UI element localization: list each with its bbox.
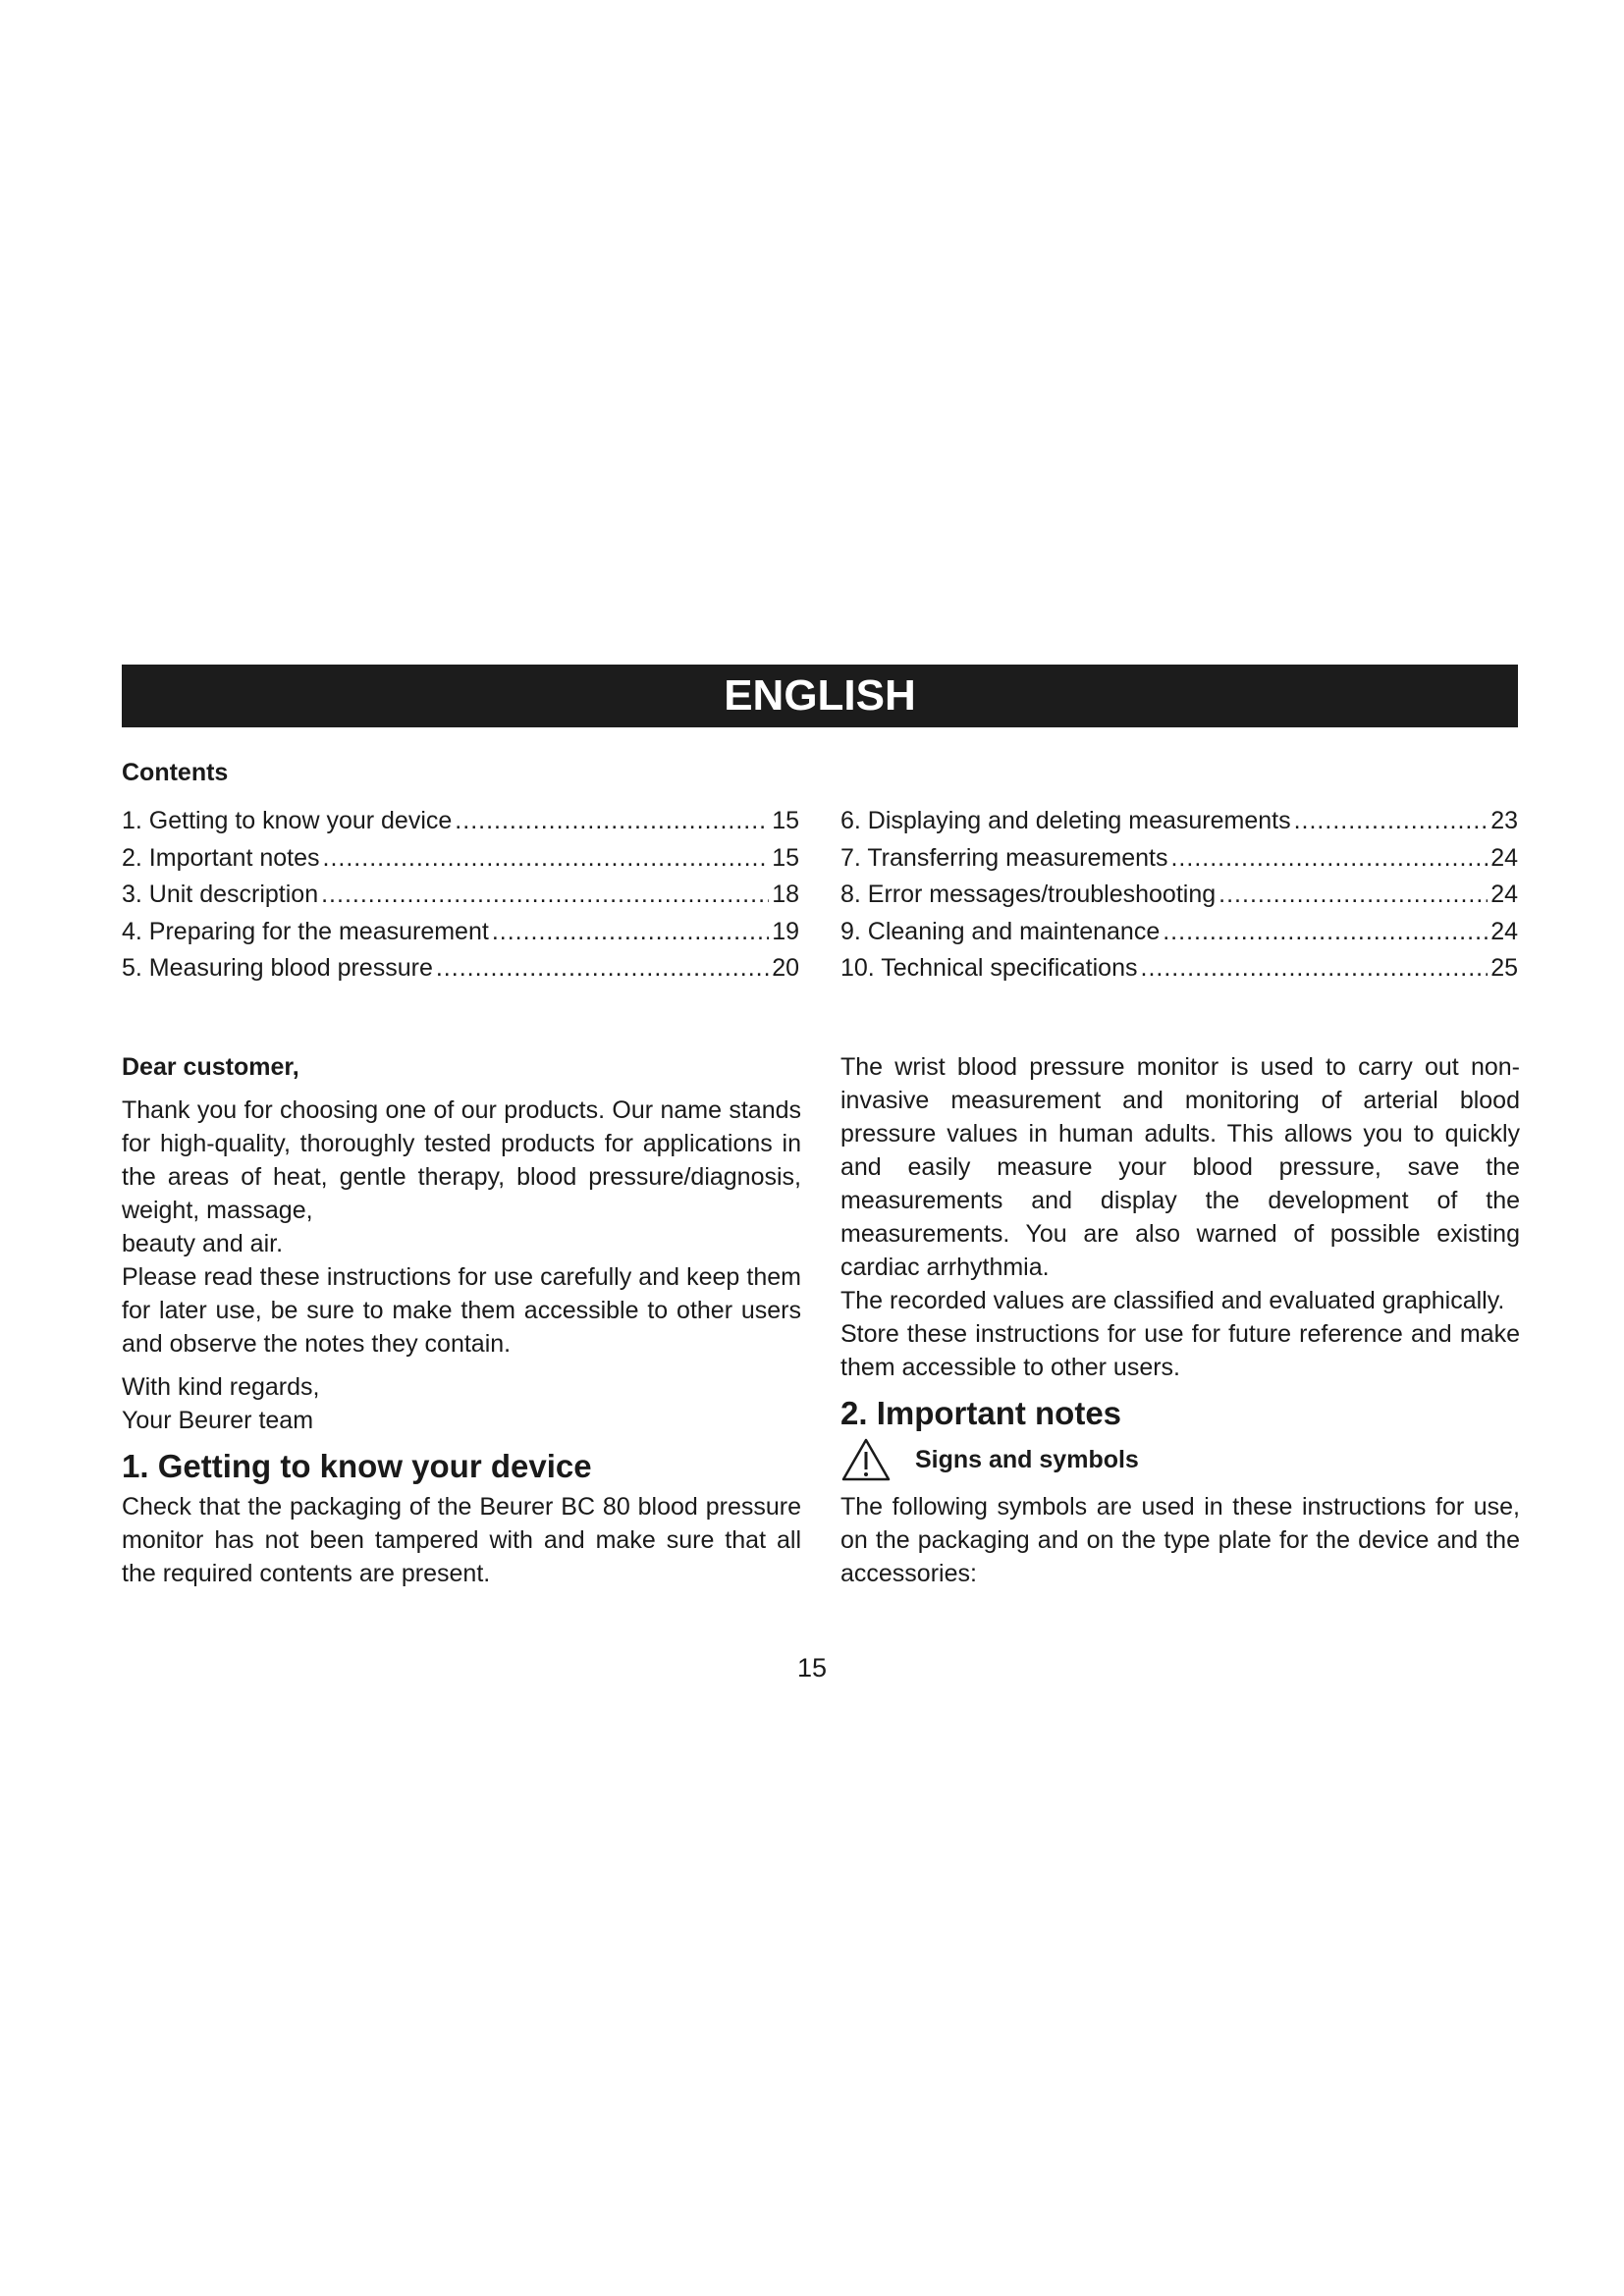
intro-paragraph: Thank you for choosing one of our products. Our name stands for high-quality, thoroughly tested products for applications in the areas of heat, gentle therapy, blood pressure/diagnosis, weight, massage, [122,1096,801,1224]
instructions-paragraph: Please read these instructions for use carefully and keep them for later use, be sure to make them accessible to other users and observe the notes they contain. [122,1263,801,1358]
toc-label: 6. Displaying and deleting measurements [840,807,1291,834]
greeting: Dear customer, [122,1053,299,1081]
evaluation-paragraph: The recorded values are classified and evaluated graphically. [840,1287,1505,1314]
toc-leader [1294,803,1489,840]
toc-page: 24 [1490,881,1518,908]
toc-page: 24 [1490,843,1518,872]
toc-label: 10. Technical specifications [840,954,1138,982]
toc-label: 7. Transferring measurements [840,843,1168,872]
toc-label: 1. Getting to know your device [122,807,453,834]
spacer [122,1084,801,1094]
toc-leader [1170,840,1488,878]
toc-leader [455,803,769,840]
toc-entry[interactable] [840,840,1518,878]
regards-line: With kind regards, [122,1373,320,1401]
toc-leader [321,877,769,914]
purpose-paragraph: The wrist blood pressure monitor is used to carry out non-invasive measurement and monitoring of arterial blood pressure values in human adults. This allows you to quickly and easily measure your blood pressure, save the measurements and display the development of the measurements. You are also warned of possible existing cardiac arrhythmia. [840,1053,1520,1281]
toc-page: 15 [772,843,799,872]
toc-left [122,803,799,988]
toc-leader [492,914,769,951]
toc-page: 19 [772,917,799,945]
toc-page: 18 [772,881,799,908]
toc-page: 24 [1490,917,1518,945]
toc-leader [1163,914,1488,951]
toc-entry[interactable] [122,803,799,840]
contents-title: Contents [122,759,229,786]
toc-label: 5. Measuring blood pressure [122,954,433,982]
right-column [840,1050,1520,1590]
signs-subheading [840,1437,1520,1482]
page-number: 15 [796,1653,828,1682]
toc-leader [1141,950,1489,988]
toc-label: 4. Preparing for the measurement [122,917,489,945]
toc-page: 15 [772,807,799,834]
toc-leader [436,950,769,988]
section-heading-2: 2. Important notes [840,1395,1122,1431]
language-banner: ENGLISH [122,665,1518,727]
toc-leader [1218,877,1488,914]
toc-label: 3. Unit description [122,881,319,908]
section-1-paragraph: Check that the packaging of the Beurer BC 80 blood pressure monitor has not been tampered with and make sure that all the required contents are present. [122,1493,801,1587]
toc-right [840,803,1518,988]
toc-entry[interactable] [840,877,1518,914]
toc-label: 2. Important notes [122,843,320,872]
signature-line: Your Beurer team [122,1407,314,1434]
left-column [122,1050,801,1590]
toc-entry[interactable] [122,877,799,914]
toc-entry[interactable] [122,914,799,951]
toc-page: 20 [772,954,799,982]
toc-leader [323,840,770,878]
intro-paragraph-continued: beauty and air. [122,1230,284,1257]
warning-triangle-icon [840,1437,892,1482]
spacer [122,1361,801,1370]
toc-entry[interactable] [840,950,1518,988]
toc-label: 8. Error messages/troubleshooting [840,881,1217,908]
section-heading-1: 1. Getting to know your device [122,1448,592,1484]
toc-page: 25 [1490,954,1518,982]
toc-page: 23 [1490,807,1518,834]
toc-label: 9. Cleaning and maintenance [840,917,1161,945]
toc-entry[interactable] [840,803,1518,840]
toc-entry[interactable] [840,914,1518,951]
toc-entry[interactable] [122,950,799,988]
storage-paragraph: Store these instructions for use for future reference and make them accessible to other users. [840,1320,1520,1381]
symbols-paragraph: The following symbols are used in these instructions for use, on the packaging and on the type plate for the device and the accessories: [840,1493,1520,1587]
signs-title: Signs and symbols [915,1446,1139,1473]
toc-entry[interactable] [122,840,799,878]
